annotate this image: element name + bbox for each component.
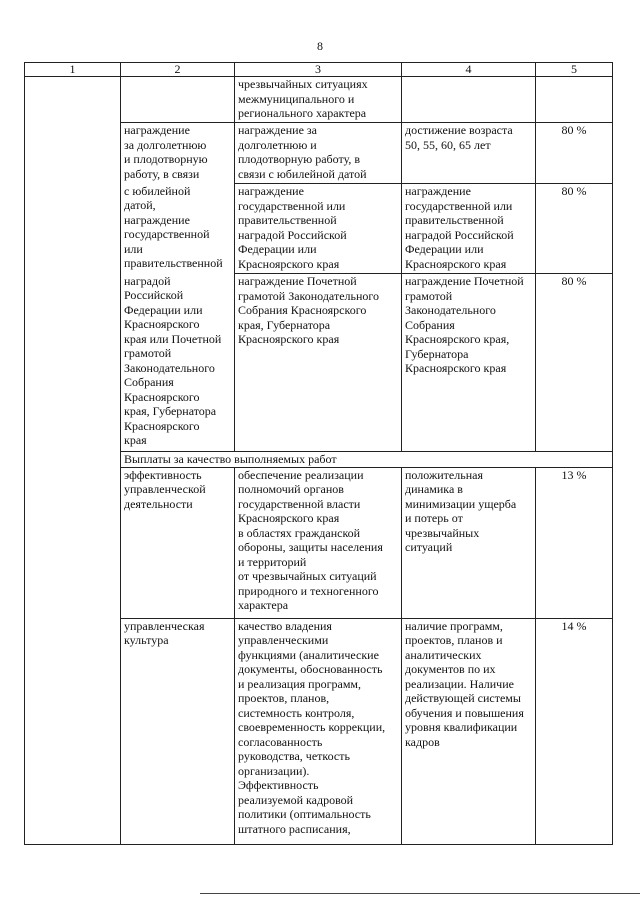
criterion-indicator-cell: награждение государственной или правительственной наградой Российской Федерации или Красноярского края bbox=[235, 184, 402, 274]
column-header-2: 2 bbox=[121, 63, 235, 77]
table-row bbox=[25, 77, 613, 123]
percentage-cell: 80 % bbox=[536, 123, 613, 184]
criterion-indicator-cell: обеспечение реализации полномочий органов государственной власти Красноярского края в областях гражданской обороны, защиты населения и территорий от чрезвычайных ситуаций природного и техногенного характера bbox=[235, 467, 402, 618]
page-number: 8 bbox=[317, 39, 323, 53]
percentage-cell: 13 % bbox=[536, 467, 613, 618]
column-header-1: 1 bbox=[25, 63, 121, 77]
criterion-name-cell: эффективность управленческой деятельности bbox=[121, 467, 235, 618]
criterion-indicator-cell: награждение Почетной грамотой Законодательного Собрания Красноярского края, Губернатора Красноярского края bbox=[235, 274, 402, 452]
criterion-condition-cell: награждение государственной или правительственной наградой Российской Федерации или Красноярского края bbox=[402, 184, 536, 274]
empty-cell bbox=[536, 77, 613, 123]
criterion-name-cell: с юбилейной датой, награждение государственной или правительственной bbox=[121, 184, 235, 274]
empty-first-column-cell bbox=[25, 77, 121, 845]
column-header-3: 3 bbox=[235, 63, 402, 77]
empty-cell bbox=[121, 77, 235, 123]
empty-cell bbox=[402, 77, 536, 123]
criteria-table bbox=[24, 62, 613, 845]
criterion-indicator-cell: качество владения управленческими функциями (аналитические документы, обоснованность и реализация программ, проектов, планов, системность контроля, своевременность коррекции, согласованность руководства, четкость организации). Эффективность реализуемой кадровой политики (оптимальность штатного расписания, bbox=[235, 618, 402, 844]
criterion-name-cell: управленческая культура bbox=[121, 618, 235, 844]
criterion-indicator-cell: чрезвычайных ситуациях межмуниципального и регионального характера bbox=[235, 77, 402, 123]
percentage-cell: 80 % bbox=[536, 184, 613, 274]
criterion-condition-cell: наличие программ, проектов, планов и аналитических документов по их реализации. Наличие действующей системы обучения и повышения уровня квалификации кадров bbox=[402, 618, 536, 844]
percentage-cell: 80 % bbox=[536, 274, 613, 452]
percentage-cell: 14 % bbox=[536, 618, 613, 844]
column-header-5: 5 bbox=[536, 63, 613, 77]
table-header-row bbox=[25, 63, 613, 77]
criterion-name-cell: наградой Российской Федерации или Красноярского края или Почетной грамотой Законодательного Собрания Красноярского края, Губернатора Красноярского края bbox=[121, 274, 235, 452]
section-title: Выплаты за качество выполняемых работ bbox=[121, 452, 613, 468]
page-bottom-rule bbox=[200, 893, 640, 894]
column-header-4: 4 bbox=[402, 63, 536, 77]
criterion-condition-cell: достижение возраста 50, 55, 60, 65 лет bbox=[402, 123, 536, 184]
criterion-name-cell: награждение за долголетнюю и плодотворную работу, в связи bbox=[121, 123, 235, 184]
criterion-condition-cell: положительная динамика в минимизации ущерба и потерь от чрезвычайных ситуаций bbox=[402, 467, 536, 618]
criterion-condition-cell: награждение Почетной грамотой Законодательного Собрания Красноярского края, Губернатора Красноярского края bbox=[402, 274, 536, 452]
criterion-indicator-cell: награждение за долголетнюю и плодотворную работу, в связи с юбилейной датой bbox=[235, 123, 402, 184]
